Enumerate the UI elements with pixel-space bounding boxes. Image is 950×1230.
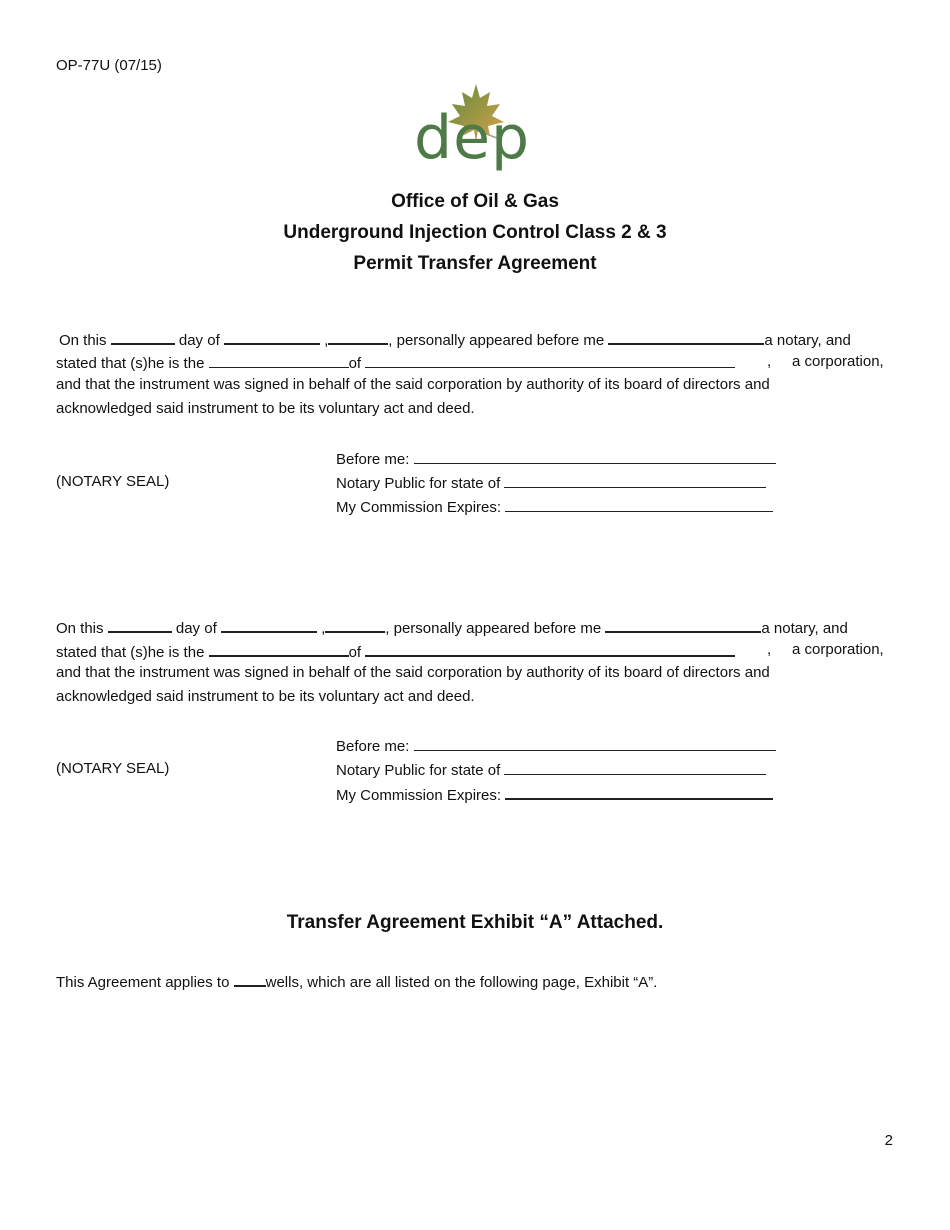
ack2-commission-field[interactable] [505, 784, 773, 800]
page-number: 2 [884, 1132, 893, 1149]
ack1-of: of [348, 355, 362, 372]
ack2-day-of: day of [175, 620, 217, 637]
ack2-before-me-row [336, 736, 776, 755]
form-code: OP-77U (07/15) [56, 57, 162, 74]
ack2-line-4: acknowledged said instrument to be its voluntary act and deed. [56, 688, 475, 705]
ack1-before-me-row [336, 449, 776, 468]
ack1-stated: stated that (s)he is the [56, 355, 205, 372]
ack2-notary-seal: (NOTARY SEAL) [56, 760, 170, 777]
ack2-company-field[interactable] [365, 641, 735, 657]
office-title: Office of Oil & Gas [391, 191, 559, 212]
ack1-day-of: day of [178, 332, 220, 349]
applies-prefix: This Agreement applies to [56, 974, 230, 991]
ack1-comma: , [324, 332, 329, 349]
ack1-year-field[interactable] [328, 329, 388, 345]
ack2-day-field[interactable] [108, 617, 172, 633]
ack2-before-me-label: Before me: [336, 738, 410, 755]
ack2-before-me-field[interactable] [414, 736, 776, 751]
logo-wordmark: dep [414, 103, 531, 173]
ack1-commission-label: My Commission Expires: [336, 499, 502, 516]
ack1-line-1 [56, 329, 851, 349]
ack2-commission-row [336, 784, 773, 804]
ack1-notary-public-label: Notary Public for state of [336, 475, 501, 492]
ack1-notary-name-field[interactable] [608, 329, 764, 345]
ack1-line-3: and that the instrument was signed in behalf of the said corporation by authority of its board of directors and [56, 376, 770, 393]
ack1-title-field[interactable] [209, 353, 349, 368]
ack2-line-2 [56, 641, 735, 661]
ack2-of: of [348, 644, 362, 661]
ack2-line-3: and that the instrument was signed in behalf of the said corporation by authority of its board of directors and [56, 664, 770, 681]
document-title: Permit Transfer Agreement [353, 253, 597, 274]
applies-suffix: wells, which are all listed on the following page, Exhibit “A”. [265, 974, 658, 991]
exhibit-heading: Transfer Agreement Exhibit “A” Attached. [286, 912, 664, 933]
ack2-year-field[interactable] [325, 617, 385, 633]
ack1-before-me-label: Before me: [336, 451, 410, 468]
ack1-before-me-field[interactable] [414, 449, 776, 464]
ack2-comma: , [321, 620, 326, 637]
ack2-notary-name-field[interactable] [605, 617, 761, 633]
ack1-notary-seal: (NOTARY SEAL) [56, 473, 170, 490]
wells-count-field[interactable] [234, 971, 266, 987]
ack1-commission-row [336, 497, 773, 516]
ack1-line-4: acknowledged said instrument to be its voluntary act and deed. [56, 400, 475, 417]
ack2-on-this: On this [56, 620, 104, 637]
ack1-commission-field[interactable] [505, 497, 773, 512]
ack1-line-2 [56, 353, 735, 372]
ack1-notary-and: a notary, and [764, 332, 851, 349]
program-title: Underground Injection Control Class 2 & 3 [283, 222, 667, 243]
ack2-notary-and: a notary, and [761, 620, 848, 637]
ack2-state-field[interactable] [504, 760, 766, 775]
ack2-title-field[interactable] [209, 641, 349, 657]
ack1-on-this: On this [59, 332, 107, 349]
wells-count-line [56, 971, 657, 991]
ack1-personally: , personally appeared before me [388, 332, 605, 349]
ack2-month-field[interactable] [221, 617, 317, 633]
ack2-comma-2: , [767, 641, 772, 658]
ack1-a-corporation: a corporation, [792, 353, 884, 370]
ack2-a-corporation: a corporation, [792, 641, 884, 658]
ack2-personally: , personally appeared before me [385, 620, 602, 637]
ack1-notary-public-row [336, 473, 766, 492]
ack1-state-field[interactable] [504, 473, 766, 488]
ack2-notary-public-label: Notary Public for state of [336, 762, 501, 779]
ack2-notary-public-row [336, 760, 766, 779]
dep-logo [410, 80, 542, 180]
ack1-day-field[interactable] [111, 329, 175, 345]
ack2-commission-label: My Commission Expires: [336, 787, 502, 804]
ack1-company-field[interactable] [365, 353, 735, 368]
ack1-month-field[interactable] [224, 329, 320, 345]
ack1-comma-2: , [767, 353, 772, 370]
ack2-stated: stated that (s)he is the [56, 644, 205, 661]
ack2-line-1 [56, 617, 848, 637]
